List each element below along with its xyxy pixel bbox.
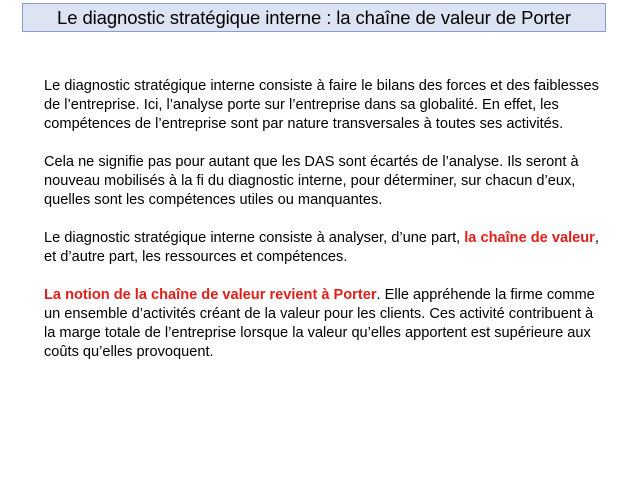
- paragraph-1: Le diagnostic stratégique interne consiste à faire le bilans des forces et des faiblesses de l’entreprise. Ici, l’analyse porte sur l’entreprise dans sa globalité. En effet, les compétences de l’entreprise sont par nature transversales à toutes ses activités.: [44, 78, 599, 132]
- paragraph-4-highlight: La notion de la chaîne de valeur revient à Porter: [44, 287, 377, 303]
- paragraph-3-highlight: la chaîne de valeur: [464, 230, 595, 246]
- slide-title: Le diagnostic stratégique interne : la chaîne de valeur de Porter: [57, 6, 571, 28]
- paragraph-2: Cela ne signifie pas pour autant que les DAS sont écartés de l’analyse. Ils seront à nouveau mobilisés à la fi du diagnostic interne, pour déterminer, sur chacun d’eux, quelles sont les compétences utiles ou manquantes.: [44, 154, 579, 208]
- slide-body: [44, 77, 604, 381]
- paragraph-4-text-after: . Elle appréhende la firme comme un ensemble d’activités créant de la valeur pour les clients. Ces activité contribuent à la marge totale de l’entreprise lorsque la valeur qu’elles apportent est supérieure aux coûts qu’elles provoquent.: [44, 287, 595, 360]
- paragraph-3-text-before: Le diagnostic stratégique interne consiste à analyser, d’une part,: [44, 230, 465, 246]
- title-bar: [22, 3, 606, 32]
- paragraph-3: [44, 229, 604, 267]
- paragraph-3-text-after: , et d’autre part, les ressources et compétences.: [44, 230, 599, 265]
- paragraph-4: [44, 286, 604, 362]
